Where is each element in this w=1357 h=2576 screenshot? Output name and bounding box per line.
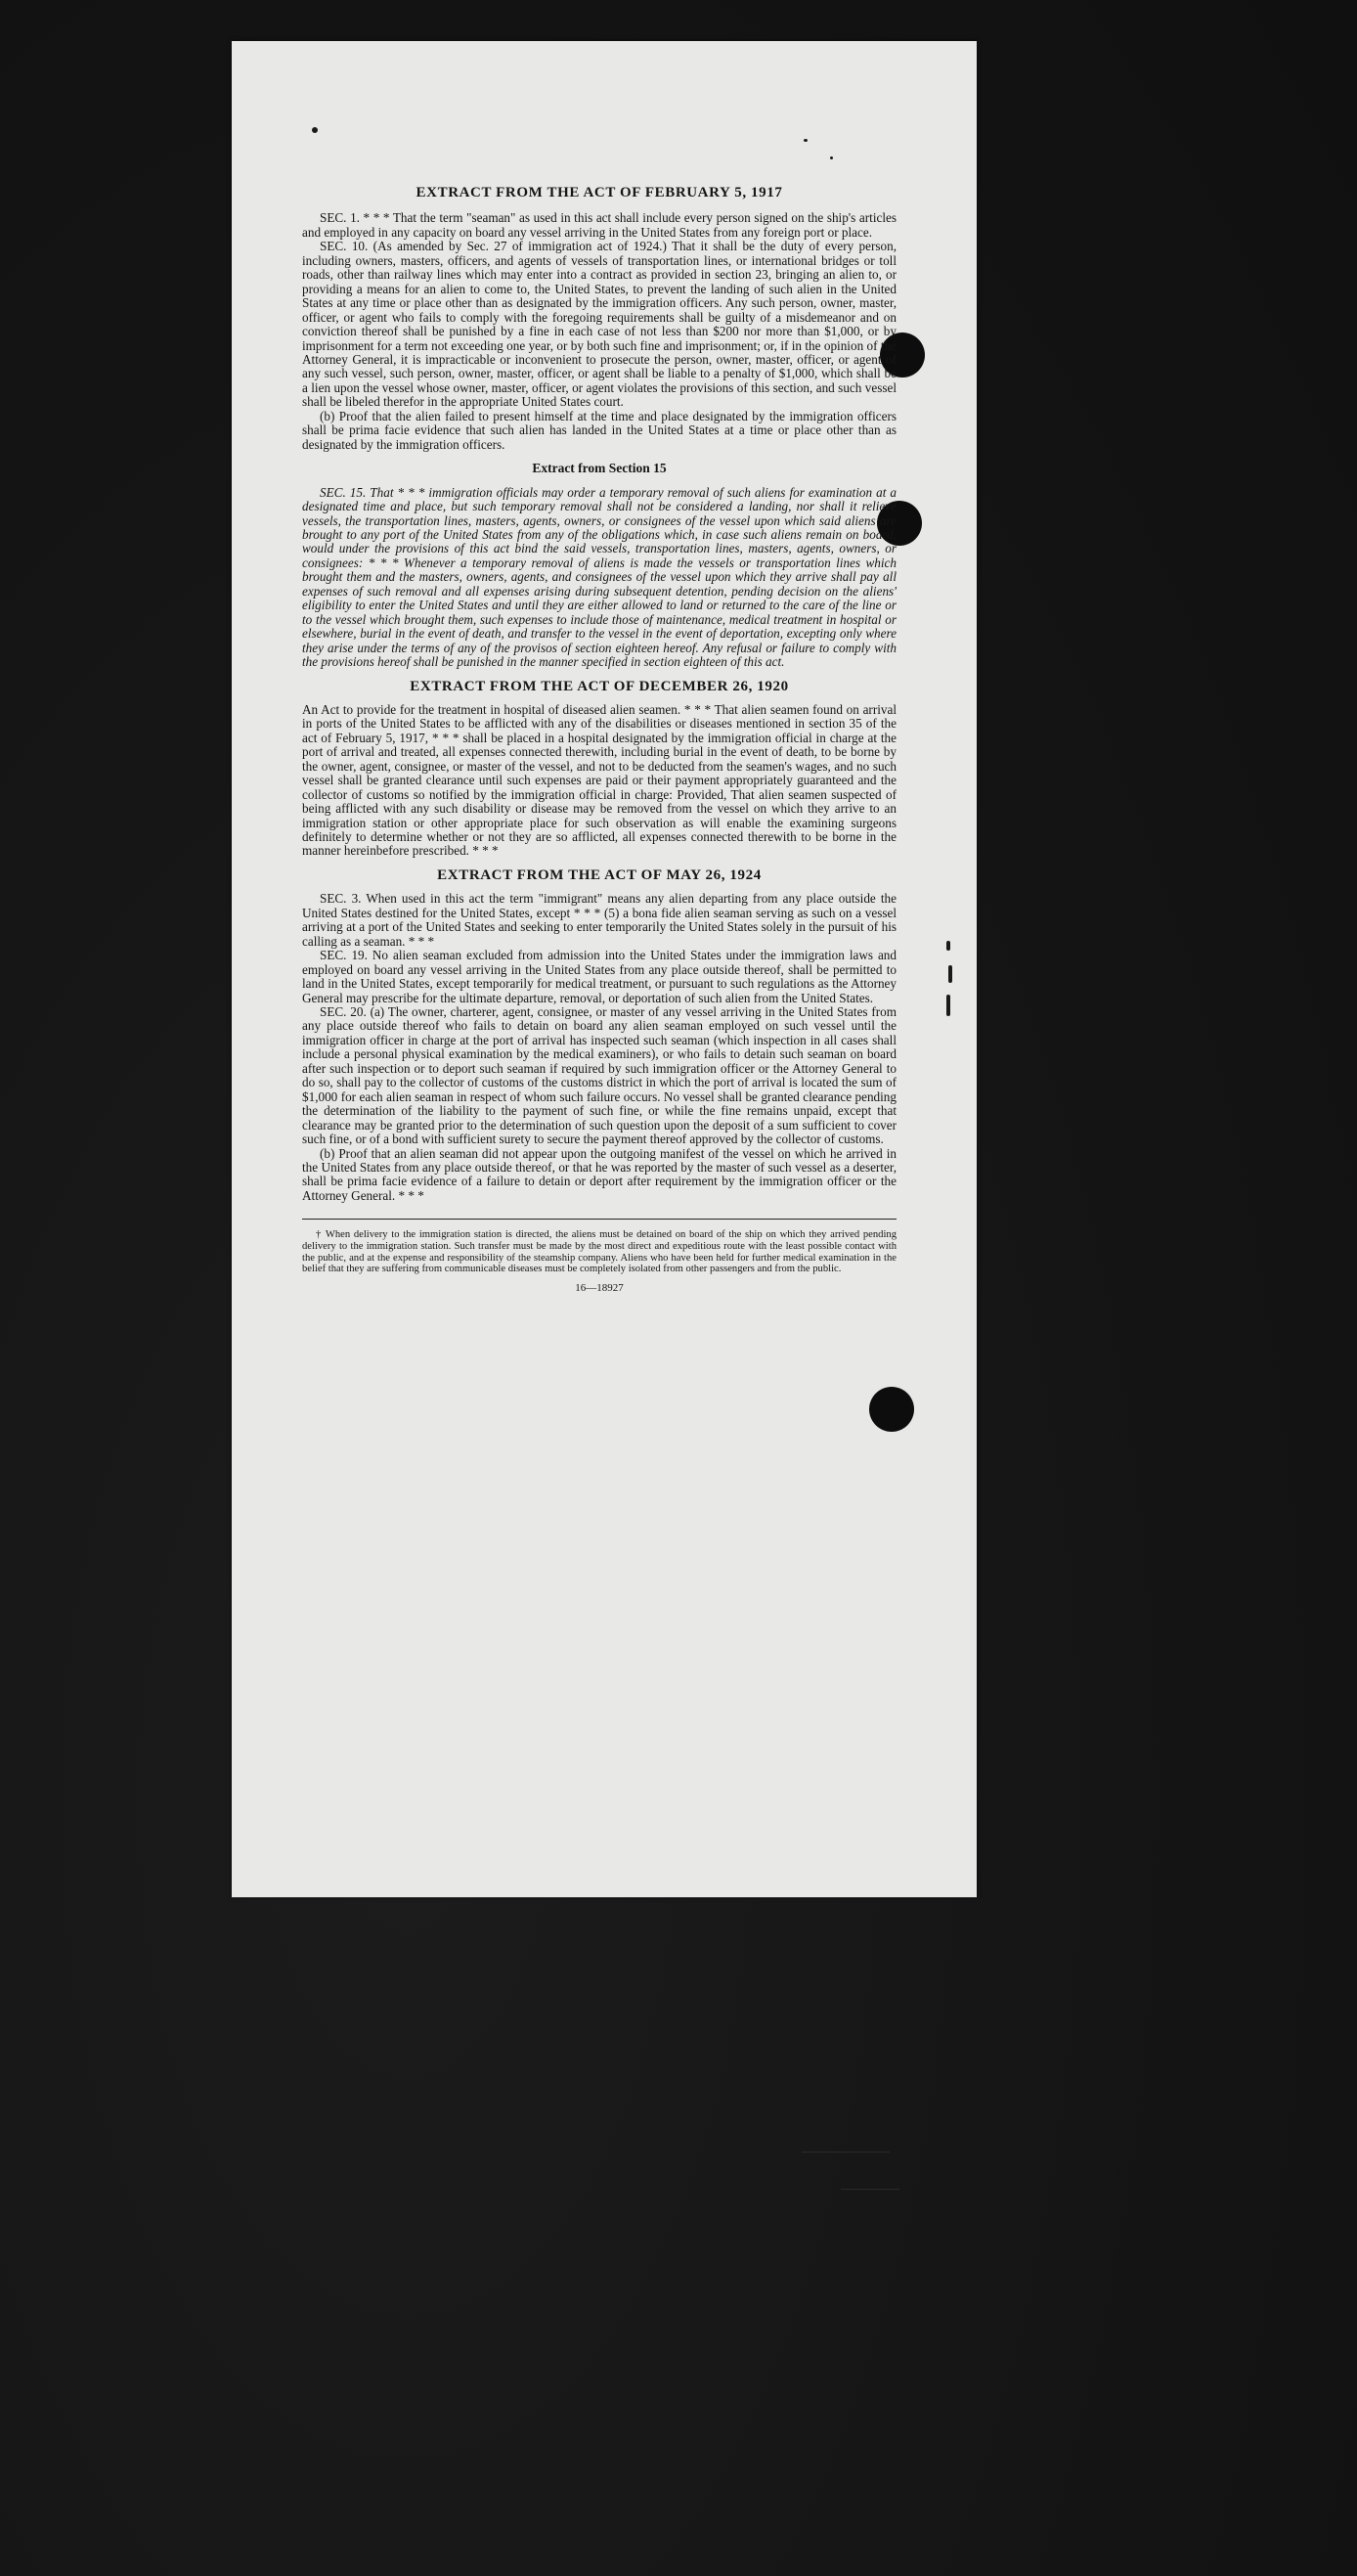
paper-speck xyxy=(312,127,318,133)
paragraph: (b) Proof that the alien failed to present himself at the time and place designated by the immigration officers shall be prima facie evidence that such alien has landed in the United States at a time or place other than as designated by the immigration officers. xyxy=(302,408,897,452)
paragraph: (b) Proof that an alien seaman did not appear upon the outgoing manifest of the vessel on which he arrived in the United States from any place outside thereof, or that he was reported by the master of such vessel as a deserter, shall be prima facie evidence of a failure to detain or deport after requirement by the immigration officer or the Attorney General. * * * xyxy=(302,1145,897,1203)
footnote-divider xyxy=(302,1219,897,1220)
punch-hole xyxy=(869,1387,914,1432)
paragraph: SEC. 1. * * * That the term "seaman" as used in this act shall include every person signed on the ship's articles and employed in any capacity on board any vessel arriving in the United States from any foreign port or place. xyxy=(302,210,897,240)
paragraph: SEC. 19. No alien seaman excluded from admission into the United States under the immigration laws and employed on board any vessel arriving in the United States from any place outside thereof, shall be permitted to land in the United States, except temporarily for medical treatment, or pursuant to such regulations as the Attorney General may prescribe for the ultimate departure, removal, or deportation of such alien from the United States. xyxy=(302,948,897,1005)
form-number: 16—18927 xyxy=(575,1282,624,1295)
section-heading: EXTRACT FROM THE ACT OF MAY 26, 1924 xyxy=(437,866,762,883)
margin-mark xyxy=(948,965,952,983)
paper-speck xyxy=(804,139,808,142)
document-page xyxy=(232,41,977,1897)
subsection-heading: Extract from Section 15 xyxy=(532,461,667,476)
document-body xyxy=(302,186,897,1296)
section-heading: EXTRACT FROM THE ACT OF DECEMBER 26, 1920 xyxy=(410,678,789,694)
paper-speck xyxy=(830,156,833,159)
margin-mark xyxy=(946,995,950,1016)
paragraph: SEC. 20. (a) The owner, charterer, agent, consignee, or master of any vessel arriving in the United States from any place outside thereof who fails to detain on board any alien seaman employed on such vessel until the immigration officer in charge at the port of arrival has inspected such seaman (which inspection in all cases shall include a personal physical examination by the medical examiners), or who fails to detain such seaman on board after such inspection or to deport such seaman if required by such immigration officer or the Attorney General to do so, shall pay to the collector of customs of the customs district in which the port of arrival is located the sum of $1,000 for each alien seaman in respect of whom such failure occurs. No vessel shall be granted clearance pending the determination of the liability to the payment of such fine, or while the fine remains unpaid, except that clearance may be granted prior to the determination of such question upon the deposit of a sum sufficient to cover such fine, or of a bond with sufficient surety to secure the payment thereof approved by the collector of customs. xyxy=(302,1004,897,1147)
footnote: † When delivery to the immigration station is directed, the aliens must be detained on board of the ship on which they arrived pending delivery to the immigration station. Such transfer must be made by the most direct and expeditious route with the least possible contact with the public, and at the expense and responsibility of the steamship company. Aliens who have been held for further medical examination in the belief that they are suffering from communicable diseases must be completely isolated from other passengers and from the public. xyxy=(302,1229,897,1275)
paragraph: An Act to provide for the treatment in hospital of diseased alien seamen. * * * That alien seamen found on arrival in ports of the United States to be afflicted with any of the disabilities or diseases mentioned in section 35 of the act of February 5, 1917, * * * shall be placed in a hospital designated by the immigration official in charge at the port of arrival and treated, all expenses connected therewith, including burial in the event of death, to be borne by the owner, agent, consignee, or master of the vessel, and not to be deducted from the seamen's wages, and no such vessel shall be granted clearance until such expenses are paid or their payment appropriately guaranteed and the collector of customs so notified by the immigration official in charge: Provided, That alien seamen suspected of being afflicted with any such disability or disease may be removed from the vessel on which they arrive to an immigration station or other appropriate place for such observation as will enable the examining surgeons definitely to determine whether or not they are so afflicted, all expenses connected therewith to be borne in the manner hereinbefore prescribed. * * * xyxy=(302,701,897,859)
scan-artifact xyxy=(841,2189,899,2190)
scan-artifact xyxy=(802,2152,890,2153)
paragraph: SEC. 3. When used in this act the term "immigrant" means any alien departing from any place outside the United States destined for the United States, except * * * (5) a bona fide alien seaman serving as such on a vessel arriving at a port of the United States and seeking to enter temporarily the United States solely in the pursuit of his calling as a seaman. * * * xyxy=(302,891,897,949)
paragraph: SEC. 15. That * * * immigration officials may order a temporary removal of such aliens for examination at a designated time and place, but such temporary removal shall not be considered a landing, nor shall it relieve vessels, the transportation lines, masters, agents, owners, or consignees of the vessel upon which said aliens are brought to any port of the United States from any of the obligations which, in case such aliens remain on board, would under the provisions of this act bind the said vessels, transportation lines, masters, agents, owners, or consignees: * * * Whenever a temporary removal of aliens is made the vessels or transportation lines which brought them and the masters, owners, agents, and consignees of the vessel upon which they arrive shall pay all expenses of such removal and all expenses arising during subsequent detention, pending decision on the aliens' eligibility to enter the United States and until they are either allowed to land or returned to the care of the line or to the vessel which brought them, such expenses to include those of maintenance, medical treatment in hospital or elsewhere, burial in the event of death, and transfer to the vessel in the event of deportation, excepting only where they arise under the terms of any of the provisos of section eighteen hereof. Any refusal or failure to comply with the provisions hereof shall be punished in the manner specified in section eighteen of this act. xyxy=(302,484,897,670)
margin-mark xyxy=(946,941,950,951)
paragraph: SEC. 10. (As amended by Sec. 27 of immigration act of 1924.) That it shall be the duty of every person, including owners, masters, officers, and agents of vessels of transportation lines, or international bridges or toll roads, other than railway lines which may enter into a contract as provided in section 23, bringing an alien to, or providing a means for an alien to come to, the United States, to prevent the landing of such alien in the United States at any time or place other than as designated by the immigration officers. Any such person, owner, master, officer, or agent who fails to comply with the foregoing requirements shall be guilty of a misdemeanor and on conviction thereof shall be punished by a fine in each case of not less than $200 nor more than $1,000, or by imprisonment for a term not exceeding one year, or by both such fine and imprisonment; or, if in the opinion of the Attorney General, it is impracticable or inconvenient to prosecute the person, owner, master, officer, or agent of any such vessel, such person, owner, master, officer, or agent shall be liable to a penalty of $1,000, which shall be a lien upon the vessel whose owner, master, officer, or agent violates the provisions of this section, and such vessel shall be libeled therefor in the appropriate United States court. xyxy=(302,239,897,410)
section-heading: EXTRACT FROM THE ACT OF FEBRUARY 5, 1917 xyxy=(416,185,783,200)
